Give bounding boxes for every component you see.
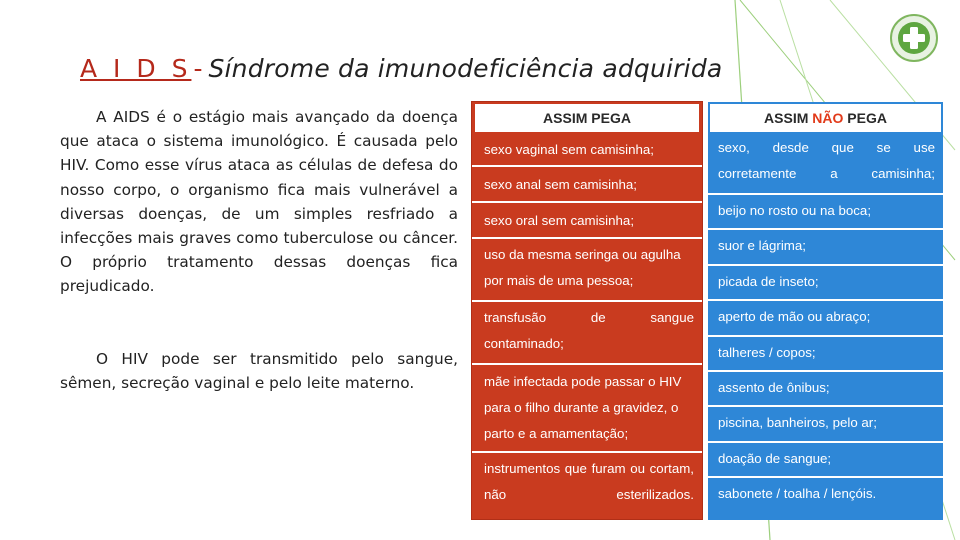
assim-nao-pega-header bbox=[710, 104, 941, 132]
green-cross-icon bbox=[890, 14, 938, 62]
paragraph-hiv-transmission: O HIV pode ser transmitido pelo sangue, sêmen, secreção vaginal e pelo leite materno. bbox=[60, 349, 458, 392]
paragraph-aids-definition: A AIDS é o estágio mais avançado da doença que ataca o sistema imunológico. É causada pelo HIV. Como esse vírus ataca as células de defesa do nosso corpo, o organismo fica mais vulnerável a diversas doenças, de um simples resfriado a infecções mais graves como tuberculose ou câncer. O próprio tratamento dessas doenças fica prejudicado. bbox=[60, 108, 458, 296]
title-aids: A I D S bbox=[80, 54, 192, 83]
assim-nao-pega-row: aperto de mão ou abraço; bbox=[708, 301, 943, 337]
assim-pega-row: transfusão de sangue contaminado; bbox=[472, 302, 702, 365]
assim-nao-pega-row: picada de inseto; bbox=[708, 266, 943, 301]
assim-pega-row: sexo oral sem camisinha; bbox=[472, 203, 702, 239]
assim-pega-row: sexo vaginal sem camisinha; bbox=[472, 132, 702, 167]
assim-nao-pega-row: suor e lágrima; bbox=[708, 230, 943, 266]
assim-pega-row: sexo anal sem camisinha; bbox=[472, 167, 702, 203]
assim-pega-header: ASSIM PEGA bbox=[475, 104, 699, 132]
body-text bbox=[60, 105, 458, 395]
assim-nao-pega-row: piscina, banheiros, pelo ar; bbox=[708, 407, 943, 443]
title-dash: - bbox=[193, 54, 203, 83]
assim-pega-column bbox=[471, 101, 703, 520]
title-subtitle: Síndrome da imunodeficiência adquirida bbox=[208, 54, 723, 83]
assim-nao-pega-column bbox=[708, 102, 943, 520]
assim-nao-pega-row: talheres / copos; bbox=[708, 337, 943, 372]
header-pega: PEGA bbox=[847, 110, 887, 126]
assim-pega-row: uso da mesma seringa ou agulha por mais de uma pessoa; bbox=[472, 239, 702, 302]
assim-nao-pega-row: doação de sangue; bbox=[708, 443, 943, 478]
assim-pega-row: instrumentos que furam ou cortam, não esterilizados. bbox=[484, 461, 694, 502]
assim-nao-pega-row: sabonete / toalha / lençóis. bbox=[718, 486, 877, 501]
header-assim: ASSIM bbox=[764, 110, 809, 126]
assim-nao-pega-row: beijo no rosto ou na boca; bbox=[708, 195, 943, 230]
assim-nao-pega-row: sexo, desde que se use corretamente a camisinha; bbox=[708, 132, 943, 195]
assim-nao-pega-row: assento de ônibus; bbox=[708, 372, 943, 407]
assim-pega-row: mãe infectada pode passar o HIV para o filho durante a gravidez, o parto e a amamentação; bbox=[472, 365, 702, 453]
page-title bbox=[80, 54, 840, 83]
header-nao: NÃO bbox=[812, 110, 844, 126]
